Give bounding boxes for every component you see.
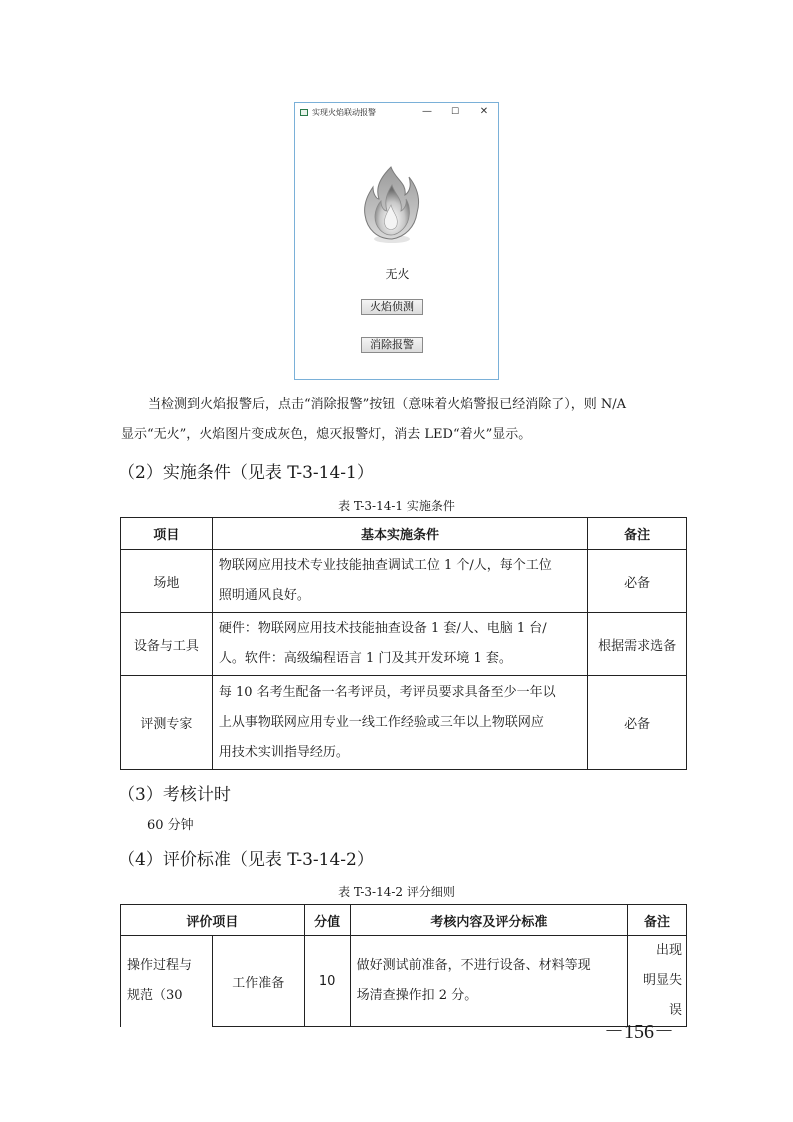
category-cell [121,936,213,1027]
table-row [121,936,687,1027]
fire-status-text: 无火 [385,267,410,281]
table-header-cell: 项目 [121,518,213,550]
paragraph-line-2: 显示“无火”，火焰图片变成灰色，熄灭报警灯，消去 LED“着火”显示。 [121,427,532,442]
condition-line: 照明通风良好。 [218,588,310,603]
condition-cell [212,613,587,676]
item-cell: 场地 [121,550,213,613]
table1-caption: 表 T-3-14-1 实施条件 [338,499,455,513]
scoring-table [120,904,687,1027]
table-row [121,550,687,613]
condition-line: 用技术实训指导经历。 [218,744,349,760]
condition-cell [212,550,587,613]
condition-cell [212,676,587,770]
table-header-cell: 基本实施条件 [212,518,587,550]
note-line: 明显失误 [642,973,682,1018]
note-line: 出现 [655,943,682,958]
criteria-line: 场清查操作扣 2 分。 [356,988,478,1003]
table-header-cell: 评价项目 [121,905,305,936]
criteria-cell [350,936,627,1027]
paragraph-line-1: 当检测到火焰报警后，点击“消除报警”按钮（意味着火焰警报已经消除了），则 N/A [148,397,627,412]
close-icon[interactable]: ✕ [479,106,489,117]
app-icon [300,109,308,116]
window-title: 实现火焰联动报警 [312,108,376,117]
item-cell: 评测专家 [121,676,213,770]
note-cell [628,936,687,1027]
table-row [121,676,687,770]
time-limit-text: 60 分钟 [147,818,194,833]
subitem-cell: 工作准备 [212,936,304,1027]
table-header-row [121,905,687,936]
table-row [121,613,687,676]
category-line: 操作过程与 [127,958,193,974]
note-cell: 必备 [588,676,687,770]
minimize-icon[interactable]: — [422,106,432,117]
table-header-row [121,518,687,550]
item-cell: 设备与工具 [121,613,213,676]
page-number: －156－ [604,1021,674,1043]
note-cell: 根据需求选备 [588,613,687,676]
table2-caption: 表 T-3-14-2 评分细则 [338,885,455,899]
section-heading-4: （4）评价标准（见表 T-3-14-2） [118,850,374,870]
score-cell: 10 [304,936,350,1027]
note-cell: 必备 [588,550,687,613]
category-line: 规范（30 [127,988,183,1004]
table-header-cell: 考核内容及评分标准 [350,905,627,936]
flame-icon [359,165,423,245]
clear-alarm-button[interactable]: 消除报警 [361,337,423,353]
flame-detect-button[interactable]: 火焰侦测 [361,299,423,315]
section-heading-2: （2）实施条件（见表 T-3-14-1） [118,463,374,483]
section-heading-3: （3）考核计时 [118,785,231,805]
table-header-cell: 备注 [588,518,687,550]
table-header-cell: 备注 [628,905,687,936]
condition-line: 人。软件：高级编程语言 1 门及其开发环境 1 套。 [218,651,512,666]
condition-line: 上从事物联网应用专业一线工作经验或三年以上物联网应 [218,714,544,730]
table-header-cell: 分值 [304,905,350,936]
condition-line: 每 10 名考生配备一名考评员，考评员要求具备至少一年以 [218,684,556,700]
condition-line: 物联网应用技术专业技能抽查调试工位 1 个/人，每个工位 [218,558,552,573]
conditions-table [120,517,687,770]
condition-line: 硬件：物联网应用技术技能抽查设备 1 套/人、电脑 1 台/ [218,621,547,636]
maximize-icon[interactable]: ☐ [450,107,460,117]
app-window-screenshot [294,102,499,380]
criteria-line: 做好测试前准备，不进行设备、材料等现 [356,958,591,973]
window-titlebar [295,103,498,123]
